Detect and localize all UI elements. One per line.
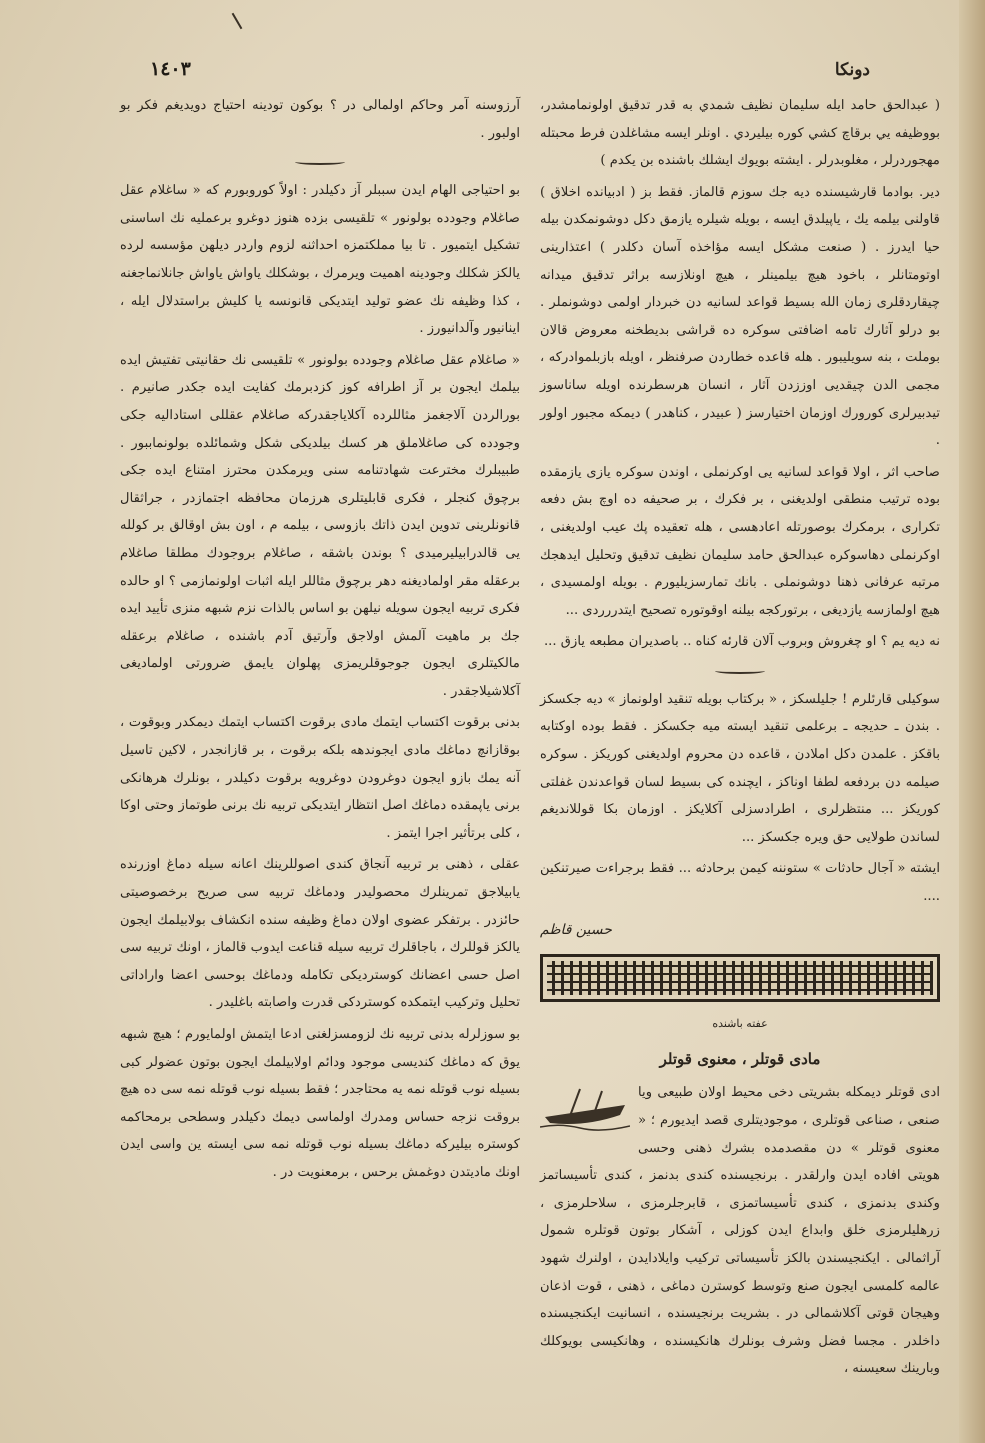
paragraph: « صاغلام عقل صاغلام وجودده بولونور » تلقيسى نك حقانيتى تفتيش ايده بيلمك ايجون بر آز اطرافه كوز كزدبرمك كفايت ايده جكدر صانيرم . بورالردن آلاجغمز مثاللرده آكلاياجقدركه صاغلام عقللى استاداليه جكى وجودده كى صاغلاملق هر كسك بيلديكى شكل وشمائلده بولونماببور . طبيبلرك مخترعت شهادتنامه سنى ويرمكدن محترز امتناع ايده جكى برچوق كنجلر ، فكرى قابليتلرى هرزمان محافظه اجتمازدر ، جراثقال قانونلرينى تدوين ايدن ذاتك بازوسى ، بيلمه م ، اون بش اوقالق بر كولله يى قالدرابيليرميدى ؟ بوندن باشقه ، صاغلام بروجودك مطلقا صاغلام برعقله مقر اولماديغنه دهر برچوق مثاللر ايله اثبات اولونمازمى ؟ او حالده فكرى تربيه ايجون سويله نيلهن بو اساس بالذات نزم شبهه منزى تأييد ايده جك بر ماهيت آلمش اولاجق وآرتيق آدم باشنده ، صاغلام برعقله مالكيتلرى ايجون جوجوقلريمزى پهلوان يايمق ضرورتى اولماديغى آكلاشيلاجقدر . [120,352,520,699]
paragraph: آرزوسنه آمر وحاكم اولمالى در ؟ بوكون تودينه احتياج دويديغم فكر بو اولبور . [120,98,520,141]
paragraph: عقلى ، ذهنى بر تربيه آنجاق كندى اصوللرينك اعانه سيله دماغ اوزرنده يابيلاجق تمرينلرك محصوليدر ودماغك تربيه سى صريح برخصوصيتى حائزدر . برتفكر عضوى اولان دماغ وظيفه سنده انكشاف بولابيلمك ايجون يالكز قوللرك ، باجاقلرك تربيه سيله قناعت ايدوب قالماز ، اونك تربيه سى اصل حسى اعضانك كوسترديكى تكامله ودماغك بوحسى اعضا واراداتى تحليل وتركيب ايتمكده كوستردكى قدرت واصابته باغليدر . [120,857,520,1011]
paragraph: بو سوزلرله بدنى تربيه نك لزومسزلغنى ادعا ايتمش اولمايورم ؛ هيچ شبهه يوق كه دماغك كنديسى موجود ودائم اولابيلمك ايجون بوتون عضولر كبى بسيله نوب قوتله نمه يه محتاجدر ؛ فقط بسيله نوب قوتله نمه سى ده هيچ بروقت نزجه حساس ومدرك اولماسى ديمك دكيلدر وسطحى برمحاكمه كوستره بيليركه دماغك بسيله نوب قوتله نمه سى ايسته ين واسى ايدن اونك ماديتدن دوغمش برحس ، برمعنويت در . [120,1027,520,1180]
right-column [540,92,940,1387]
ornament-band-icon [540,954,940,1002]
article-title: مادى قوتلر ، معنوى قوتلر [659,1049,821,1068]
paragraph: نه ديه يم ؟ او چغروش وبروب آلان قارئه كناه .. باصديران مطبعه يازق ... [543,634,940,650]
paragraph: سوكيلى قارئلرم ! جليلسكز ، « بركتاب بويله تنقيد اولونماز » ديه جكسكز . بندن ـ حديجه ـ برعلمى تنقيد ايسته ميه جكسكز . فقط بوده اوكتابه باقكز . علمدن دكل املادن ، قاعده دن محروم اولديغنى كوريكز . سوكره صيلمه دن بردفعه لطفا اوناكز ، ايچنده كى بسيط لسان قواعدندن غفلتى كوريكز ... منتظرلرى ، اطرادسزلى آكلايكز . اوزمان بكا قوللانديغم لساندن طولايى حق ويره جكسكز ... [540,691,940,845]
page-number: ١٤٠٣ [150,58,191,80]
page-header [150,58,870,88]
paragraph: بدنى برقوت اكتساب ايتمك مادى برقوت اكتساب ايتمك ديمكدر وبوقوت ، بوقازانچ دماغك مادى ايجوندهه بلكه برقوت ، بر قازانجدر ، لاكين تاسيل آنه يمك بازو ايجون دوغرودن دوغرويه برقوت دكيلدر ، بونلرك هرهانكى برنى ياپمقده دماغك اصل انتظار ايتديكى تربيه نك برنى طوتماز وحتى اوكا ، كلى برتأثير اجرا ايتمز . [120,715,520,841]
paragraph: بو احتياجى الهام ايدن سببلر آز دكيلدر : اولاً كوروبورم كه « ساغلام عقل صاغلام وجودده بولونور » تلقيسى بزده هنوز دوغرو برعمليه نك اساسنى تشكيل ايتميور . تا بيا مملكتمزه احداثنه لزوم واردر ديلهن مؤسسه لرده يالكز شكلك وجودينه اهميت ويرمرك ، بوشكلك ياواش ياواش جانلانماجغنه ، كذا وظيفه نك عضو توليد ايتديكى قانونسه يا كليش براستدلال ايله ، اينانيور وآلدانيورز . [120,183,520,337]
paragraph: دير. بوادما قارشيسنده ديه جك سوزم قالماز. فقط بز ( ادبيانده اخلاق ) قاولنى بيلمه يك ، ياپيلدق ايسه ، بويله شيلره يازمق دكل دوشونمكدن بيله حيا ايدرز . ( صنعت مشكل ايسه مؤاخذه آسان دكلدر ) اعتذارينى اوتومتانلر ، باخود هيچ بيلمينلر ، هيچ اونلازسه براثر تدقيق ميدانه چيقاردقلرى زمان الله بسيط قواعد لسانيه دن خبردار اولمى دوشونملر . بو درلو آثارك تامه اضافتى سوكره ده قراشى بديطخنه معروض قالان بوملت ، بنه سويليبور . هله قاعده خطاردن صرفنظر ، اويله بازبلموادركه ، مجمى الدن چيقديى اوززدن آثار ، انسان هرسطرنده اويله ساناسوز تيدبيرلرى كورورك اوزمان اختيارسز ( عبيدر ، كناهدر ) ديمكه مجبور اولور . [540,184,940,449]
paragraph: ( عبدالحق حامد ايله سليمان نظيف شمدي به قدر تدقيق اولونمامشدر، بووظيفه يي برقاچ كشي كوره بيليردي . اونلر ايسه مشاغلدن فرط محبتله مهجوردرلر ، مغلوبدرلر . ايشته بويوك ايشلك باشنده بن يكدم ) [540,98,940,169]
fold-mark [232,13,243,30]
journal-name: دونكا [834,60,870,80]
page-gutter [959,0,985,1443]
paragraph: ادى قوتلر ديمكله بشريتى دخى محيط اولان طبيعى ويا صنعى ، صناعى قوتلرى ، موجوديتلرى قصد ايديورم ؛ « معنوى قوتلر » دن مقصدمده بشرك ذهنى وحسى هويتى افاده ايدن وارلقدر . برنجيسنده كندى بدنمز ، كندى تأسيساتمز وكندى بدنمزى ، كندى تأسيساتمزى ، قابرجلرمزى ، سلاحلرمزى ، زرهليلرمزى خلق وابداع ايدن كوزلى ، آشكار بوتون قوتلره شمول آراثمالى . ايكنجيسندن بالكز تأسيساتى تركيب وايلادايدن ، اولنرك شهود عالمه كلمسى ايجون صنع وتوسط كوسترن دماغى ، ذهنى ، قوت اذعان وهيجان قوتى آكلاشمالى در . بشريت برنجيسنده ، انسانيت ايكنجيسنده داخلدر . مجسا فضل وشرف بونلرك هانكيسنده ، وهانكيسى بويوكلك وبارينك سعيسنه ، [540,1085,940,1377]
paragraph: صاحب اثر ، اولا قواعد لسانيه يى اوكرنملى ، اوندن سوكره يازى يازمقده بوده ترتيب منطقى اولديغنى ، بر فكرك ، بر صحيفه ده اوچ بش دفعه تكرارى ، برمكرك بوصورتله اعادهسى ، هله تعقيده پك عيب اولديغنى ، اوكرنملى دهاسوكره عبدالحق حامد سليمان نظيف تدقيق وتحليل ايدهجك مرتبه عرفانى ذهنا دوشونملى . بانك تمارسزيليورم . بويله اولمسيدى ، هيچ اولمازسه يازديغى ، برتوركجه بيلنه اوقوتوره تصحيح ايتدررردى ... [540,464,940,618]
ship-vignette-icon [540,1083,630,1133]
paragraph: ايشته « آجال حادثات » ستوننه كيمن برحادثه ... فقط برجراءت صيرتنكين .... [540,861,940,905]
section-divider [295,159,345,165]
section-divider [715,668,765,674]
author-signature: حسين قاظم [540,921,612,938]
continuation-note: عفته باشنده [712,1017,768,1031]
left-column [120,92,520,1191]
